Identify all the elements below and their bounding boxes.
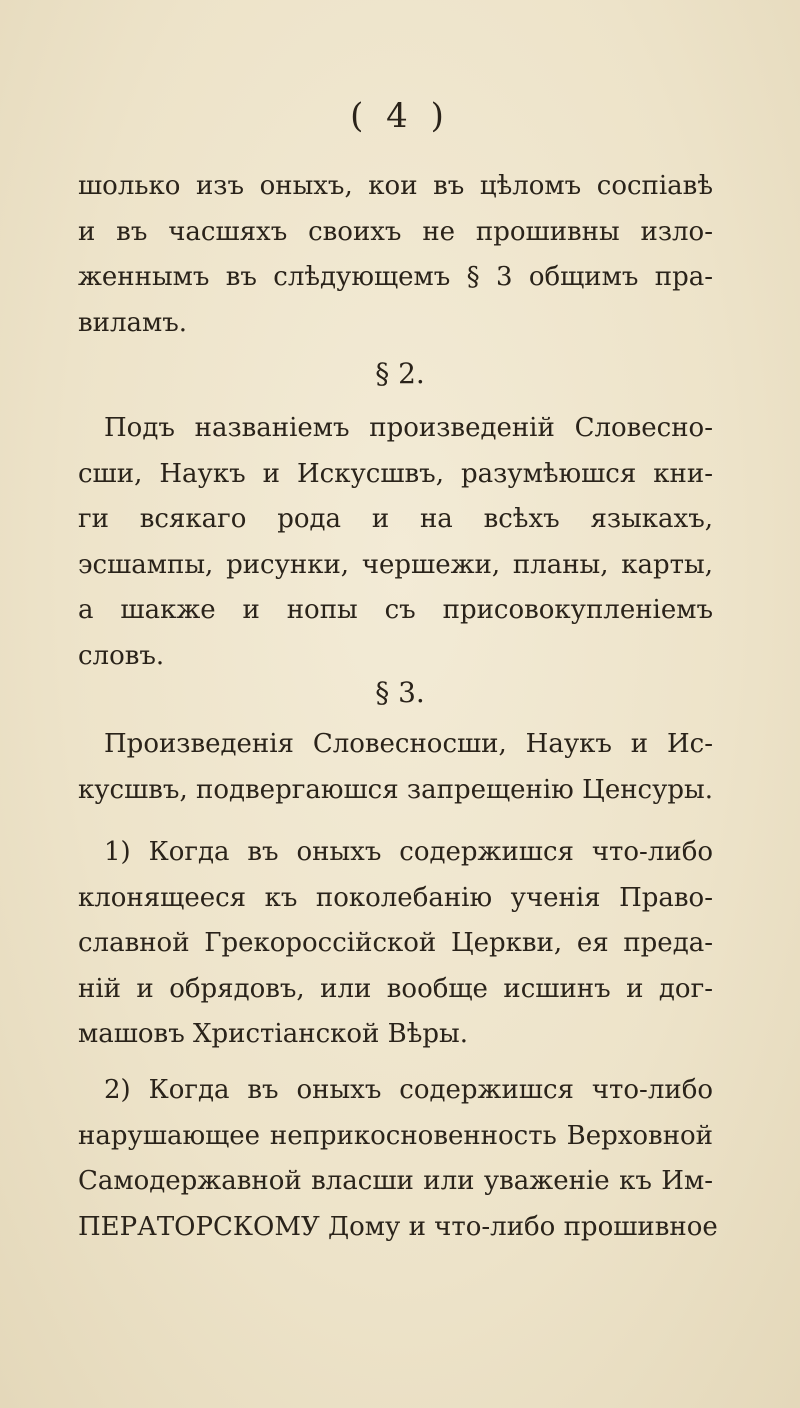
list-item-1 <box>78 830 713 1058</box>
text-line: Подъ названіемъ произведеній Словесно- <box>104 413 713 443</box>
text-line: женнымъ въ слѣдующемъ § 3 общимъ пра- <box>78 262 713 292</box>
text-line: а шакже и нопы съ присовокупленіемъ <box>78 595 713 625</box>
text-line: машовъ Христіанской Вѣры. <box>78 1019 469 1049</box>
section-heading-2: § 2. <box>375 357 425 390</box>
text-line: кусшвъ, подвергаюшся запрещенію Ценсуры. <box>78 774 713 805</box>
text-line: 1) Когда въ оныхъ содержишся что-либо <box>104 837 713 867</box>
paragraph-1 <box>78 164 713 346</box>
text-line: нарушающее неприкосновенность Верховной <box>78 1120 713 1151</box>
text-line: клонящееся къ поколебанію ученія Право- <box>78 882 713 913</box>
text-line: словъ. <box>78 640 165 671</box>
text-line: эсшампы, рисунки, чершежи, планы, карты, <box>78 549 713 580</box>
text-line: сши, Наукъ и Искусшвъ, разумѣюшся кни- <box>78 458 713 489</box>
page-number: ( 4 ) <box>350 96 450 136</box>
text-line: Самодержавной власши или уваженіе къ Им- <box>78 1166 713 1196</box>
text-line: ги всякаго рода и на всѣхъ языкахъ, <box>78 504 713 534</box>
paragraph-3 <box>78 722 713 813</box>
text-line: Произведенія Словесносши, Наукъ и Ис- <box>104 729 713 759</box>
paragraph-2 <box>78 406 713 679</box>
list-item-2 <box>78 1068 718 1250</box>
text-line: 2) Когда въ оныхъ содержишся что-либо <box>104 1075 713 1105</box>
text-line: и въ часшяхъ своихъ не прошивны изло- <box>78 216 713 247</box>
text-line: ПЕРАТОРСКОМУ Дому и что-либо прошивное <box>78 1211 718 1242</box>
text-line: шолько изъ оныхъ, кои въ цѣломъ соспіавѣ <box>78 171 713 201</box>
section-heading-3: § 3. <box>375 676 425 709</box>
text-line: виламъ. <box>78 307 188 338</box>
text-line: славной Грекороссійской Церкви, ея преда- <box>78 928 713 958</box>
text-line: ній и обрядовъ, или вообще исшинъ и дог- <box>78 973 713 1004</box>
